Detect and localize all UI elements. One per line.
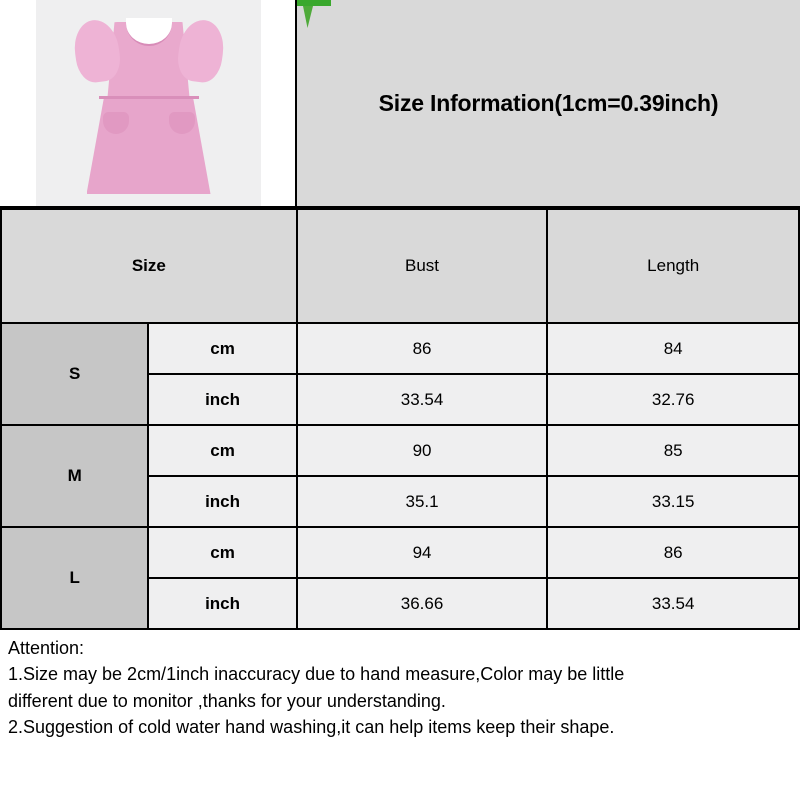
bust-cm-s: 86 (297, 323, 548, 374)
unit-inch-s: inch (148, 374, 296, 425)
length-cm-m: 85 (547, 425, 799, 476)
length-inch-l: 33.54 (547, 578, 799, 629)
attention-line-1: 1.Size may be 2cm/1inch inaccuracy due to hand measure,Color may be little (8, 664, 625, 685)
attention-line-2: different due to monitor ,thanks for your understanding. (8, 690, 446, 711)
bust-inch-m: 35.1 (297, 476, 548, 527)
unit-cm-s: cm (148, 323, 296, 374)
title-cell (297, 0, 800, 206)
product-image (36, 0, 261, 206)
unit-inch-l: inch (148, 578, 296, 629)
size-label-l: L (1, 527, 148, 629)
bust-cm-m: 90 (297, 425, 548, 476)
green-marker-icon (297, 0, 331, 6)
table-row (1, 425, 799, 476)
header-size: Size (1, 209, 297, 323)
attention-line-3: 2.Suggestion of cold water hand washing,it can help items keep their shape. (8, 716, 615, 737)
length-cm-l: 86 (547, 527, 799, 578)
size-label-m: M (1, 425, 148, 527)
bust-inch-s: 33.54 (297, 374, 548, 425)
dress-illustration-icon (69, 8, 229, 198)
header-length: Length (547, 209, 799, 323)
header-bust: Bust (297, 209, 548, 323)
header-block (0, 0, 800, 208)
size-label-s: S (1, 323, 148, 425)
size-table (0, 208, 800, 630)
dress-waist-seam (99, 96, 199, 99)
length-inch-m: 33.15 (547, 476, 799, 527)
attention-heading: Attention: (8, 638, 85, 658)
unit-cm-l: cm (148, 527, 296, 578)
page-title: Size Information(1cm=0.39inch) (378, 89, 719, 116)
table-row (1, 323, 799, 374)
unit-cm-m: cm (148, 425, 296, 476)
bust-inch-l: 36.66 (297, 578, 548, 629)
table-header-row (1, 209, 799, 323)
length-cm-s: 84 (547, 323, 799, 374)
length-inch-s: 32.76 (547, 374, 799, 425)
green-leaf-icon (303, 6, 313, 28)
product-image-cell (0, 0, 297, 206)
table-row (1, 527, 799, 578)
unit-inch-m: inch (148, 476, 296, 527)
bust-cm-l: 94 (297, 527, 548, 578)
attention-block (0, 630, 800, 739)
